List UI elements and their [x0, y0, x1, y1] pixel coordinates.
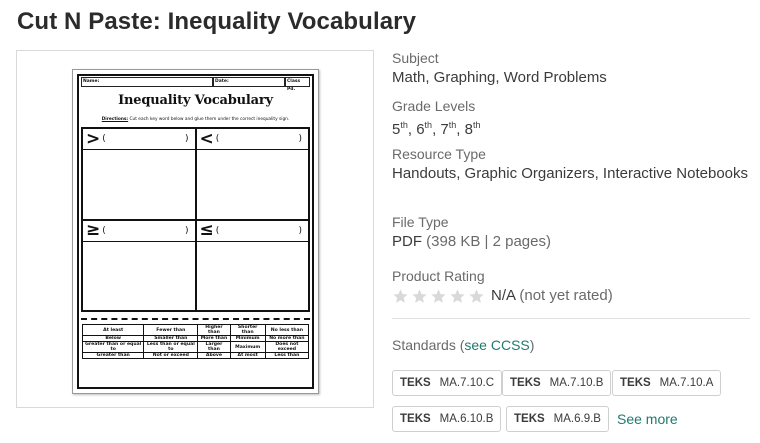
vocabulary-word-bank [82, 324, 309, 359]
rating-section [392, 268, 752, 305]
less-equal-symbol: ≤ [199, 220, 214, 240]
standard-chip[interactable]: TEKS MA.6.10.B [392, 406, 501, 432]
word-cell: Shorter than [230, 325, 265, 336]
worksheet-title: Inequality Vocabulary [118, 93, 273, 108]
word-cell: Greater than or equal to [83, 342, 144, 353]
worksheet-date-field: Date: [213, 77, 285, 87]
see-ccss-link[interactable]: see CCSS [464, 337, 530, 353]
word-cell: Above [198, 353, 230, 359]
star-icon [449, 288, 466, 305]
word-cell: More than [198, 336, 230, 342]
word-cell: Higher than [198, 325, 230, 336]
grade-levels-value[interactable]: 5th, 6th, 7th, 8th [392, 120, 481, 138]
file-type-value: PDF (398 KB | 2 pages) [392, 233, 551, 250]
worksheet-class-field: Class Pd. [285, 77, 310, 87]
subject-section [392, 50, 752, 87]
standard-chip[interactable]: TEKS MA.6.9.B [506, 406, 609, 432]
standard-chip[interactable]: TEKS MA.7.10.A [612, 370, 721, 396]
star-icon [411, 288, 428, 305]
quadrant-greater-equal: ≥ ( ) [82, 220, 196, 312]
word-cell: Not or exceed [144, 353, 198, 359]
cut-line [81, 318, 310, 320]
file-type-section [392, 214, 752, 251]
quadrant-less-than: < ( ) [196, 128, 310, 220]
word-cell: Greater than [83, 353, 144, 359]
word-cell: No more than [265, 336, 308, 342]
worksheet-directions: Directions: Cut each key word below and glue them under the correct inequality sign. [101, 117, 290, 122]
word-cell: Maximum [230, 342, 265, 353]
rating-value: N/A (not yet rated) [392, 286, 752, 305]
word-cell: At least [83, 325, 144, 336]
product-preview[interactable] [16, 50, 374, 408]
rating-label: Product Rating [392, 268, 485, 284]
standard-chip[interactable]: TEKS MA.7.10.C [392, 370, 502, 396]
word-cell: Less than [265, 353, 308, 359]
worksheet-name-field: Name: [81, 77, 213, 87]
worksheet-thumbnail [72, 69, 319, 394]
greater-than-symbol: > [86, 128, 101, 149]
file-type-label: File Type [392, 214, 449, 230]
star-icon [392, 288, 409, 305]
word-cell: Smaller than [144, 336, 198, 342]
word-cell: Less than or equal to [144, 342, 198, 353]
star-icon [468, 288, 485, 305]
word-cell: At most [230, 353, 265, 359]
word-cell: No less than [265, 325, 308, 336]
greater-equal-symbol: ≥ [86, 220, 101, 240]
star-icon [430, 288, 447, 305]
standard-chip[interactable]: TEKS MA.7.10.B [502, 370, 611, 396]
quadrant-less-equal: ≤ ( ) [196, 220, 310, 312]
word-cell: Below [83, 336, 144, 342]
grade-levels-section [392, 98, 752, 139]
see-more-link[interactable]: See more [617, 411, 678, 427]
less-than-symbol: < [199, 128, 214, 149]
word-cell: Larger than [198, 342, 230, 353]
section-divider [392, 318, 750, 319]
word-cell: Minimum [230, 336, 265, 342]
star-rating [392, 288, 487, 305]
resource-type-label: Resource Type [392, 146, 486, 162]
page-title: Cut N Paste: Inequality Vocabulary [17, 8, 417, 35]
resource-type-value[interactable]: Handouts, Graphic Organizers, Interactive Notebooks [392, 165, 749, 182]
subject-value[interactable]: Math, Graphing, Word Problems [392, 69, 607, 86]
resource-type-section [392, 146, 752, 183]
inequality-sort-grid [81, 127, 310, 312]
word-cell: Fewer than [144, 325, 198, 336]
grade-levels-label: Grade Levels [392, 98, 476, 114]
word-cell: Does not exceed [265, 342, 308, 353]
quadrant-greater-than: > ( ) [82, 128, 196, 220]
subject-label: Subject [392, 50, 439, 66]
standards-label: Standards (see CCSS) [392, 337, 535, 353]
worksheet-header-row [81, 77, 310, 92]
